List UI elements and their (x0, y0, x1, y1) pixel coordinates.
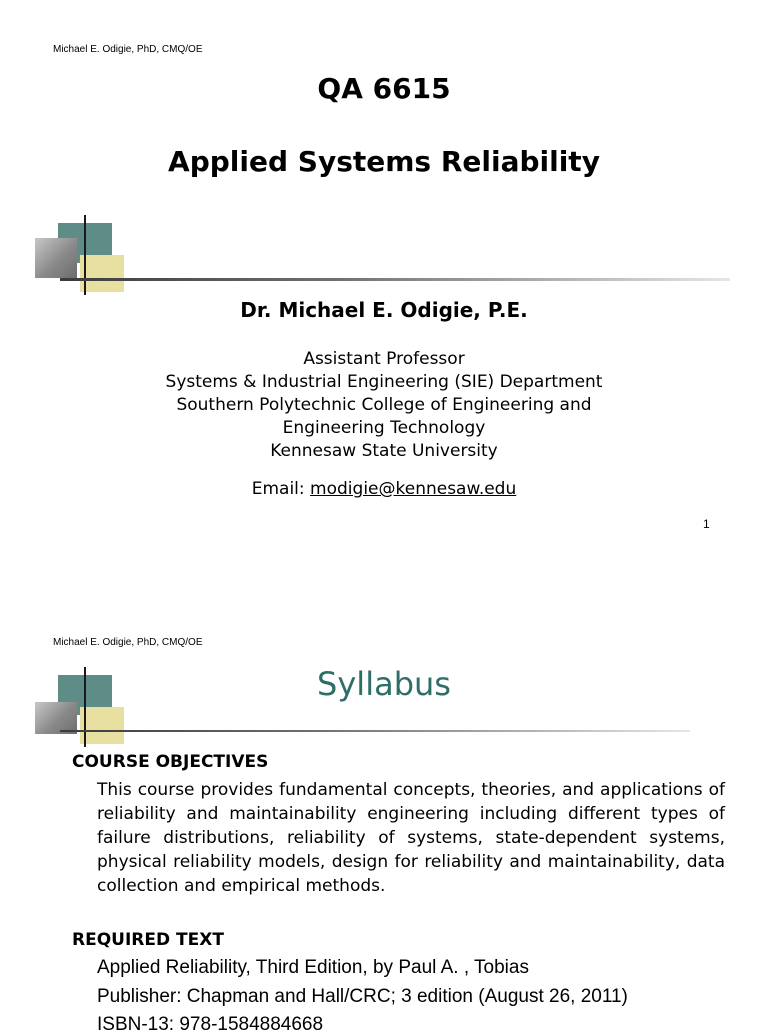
email-line (0, 479, 768, 499)
slide-header: Michael E. Odigie, PhD, CMQ/OE (53, 44, 203, 55)
author-name: Dr. Michael E. Odigie, P.E. (240, 298, 528, 322)
affiliation-line: Engineering Technology (282, 418, 486, 438)
required-text-line: Publisher: Chapman and Hall/CRC; 3 edition (August 26, 2011) (97, 986, 628, 1007)
required-text-line: Applied Reliability, Third Edition, by Paul A. , Tobias (97, 957, 529, 978)
slide-title: Syllabus (317, 665, 451, 703)
vertical-rule (84, 215, 86, 295)
objectives-text: This course provides fundamental concepts, theories, and applications of reliability and maintainability engineering including different types of failure distributions, reliability of systems, state-dependent systems, physical reliability models, design for reliability and maintainability, data collection and empirical methods. (97, 780, 725, 896)
course-title: Applied Systems Reliability (168, 145, 600, 178)
objectives-heading: COURSE OBJECTIVES (72, 752, 269, 772)
page-number: 1 (703, 517, 710, 531)
horizontal-rule (60, 278, 730, 281)
horizontal-rule (60, 730, 690, 732)
affiliation-line: Kennesaw State University (270, 441, 498, 461)
affiliation-line: Southern Polytechnic College of Engineering and (176, 395, 592, 415)
course-code: QA 6615 (317, 72, 451, 105)
slide-header: Michael E. Odigie, PhD, CMQ/OE (53, 637, 203, 648)
email-label: Email: (251, 479, 305, 499)
yellow-square (80, 255, 124, 292)
vertical-rule (84, 667, 86, 747)
yellow-square (80, 707, 124, 744)
email-link[interactable]: modigie@kennesaw.edu (310, 479, 517, 499)
grey-square (35, 238, 77, 278)
syllabus-slide (0, 595, 768, 1035)
affiliation-line: Assistant Professor (303, 349, 465, 369)
required-text-line: ISBN-13: 978-1584884668 (97, 1014, 324, 1035)
required-text-heading: REQUIRED TEXT (72, 930, 224, 950)
decorative-squares (30, 215, 730, 295)
affiliation-block (0, 348, 768, 463)
affiliation-line: Systems & Industrial Engineering (SIE) Department (165, 372, 603, 392)
decorative-squares (30, 667, 730, 747)
